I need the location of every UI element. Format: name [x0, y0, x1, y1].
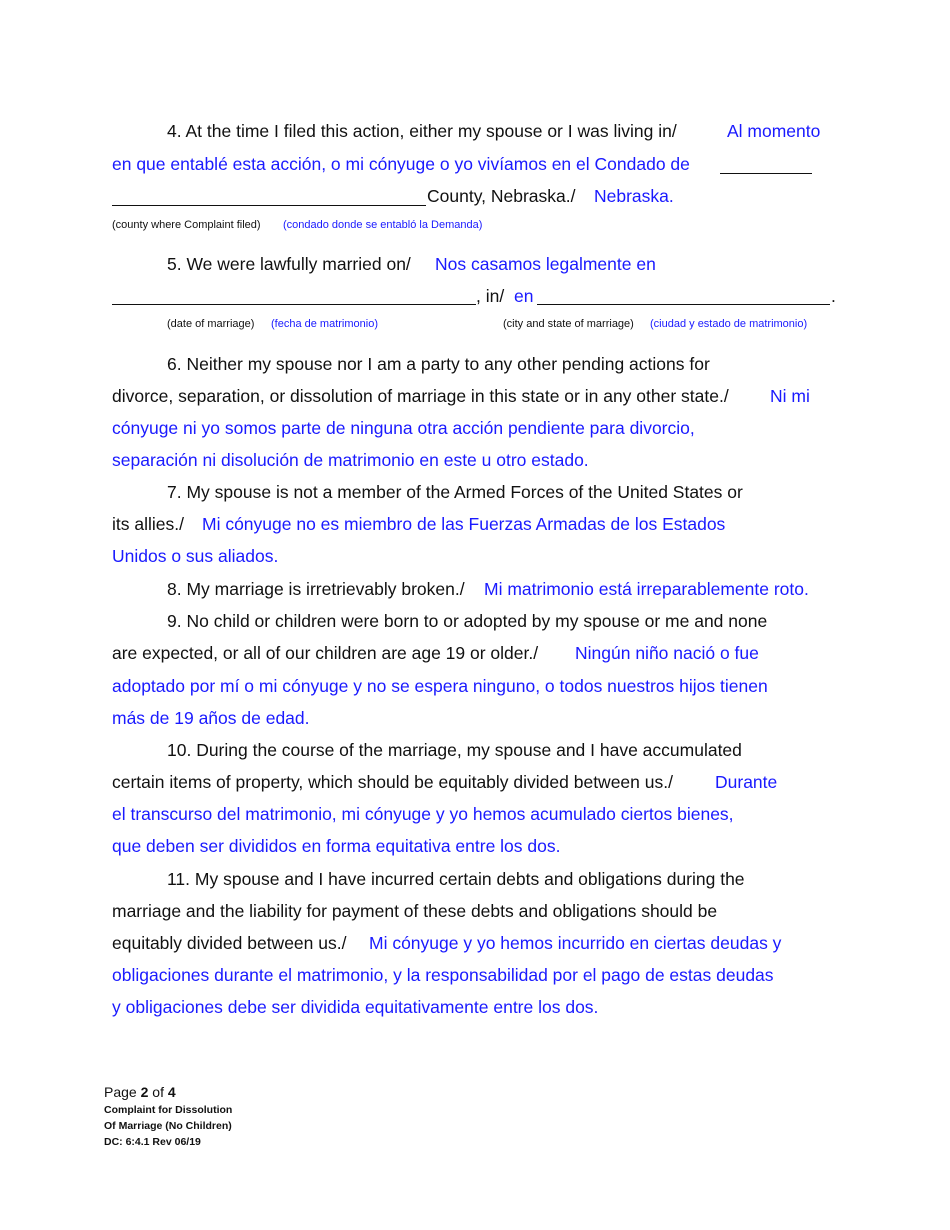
form-code: DC: 6:4.1 Rev 06/19: [104, 1136, 201, 1148]
form-title-line-2: Of Marriage (No Children): [104, 1120, 232, 1132]
p9-line-1: 9. No child or children were born to or adopted by my spouse or me and none: [167, 611, 768, 631]
date-caption-english: (date of marriage): [167, 318, 255, 330]
county-blank-line-2[interactable]: [112, 205, 426, 206]
p6-line-1: 6. Neither my spouse nor I am a party to any other pending actions for: [167, 354, 710, 374]
p9-line-3: adoptado por mí o mi cónyuge y no se espera ninguno, o todos nuestros hijos tienen: [112, 676, 768, 696]
p4-spanish-line-1: Al momento: [727, 121, 821, 141]
p11-line-1: 11. My spouse and I have incurred certain debts and obligations during the: [167, 869, 745, 889]
date-caption-spanish: (fecha de matrimonio): [271, 318, 378, 330]
p11-line-4: obligaciones durante el matrimonio, y la responsabilidad por el pago de estas deudas: [112, 965, 774, 985]
p4-english-line-1: 4. At the time I filed this action, either my spouse or I was living in/: [167, 121, 677, 141]
current-page: 2: [140, 1084, 149, 1100]
p5-in-label: , in/: [476, 286, 505, 306]
p7-line-1: 7. My spouse is not a member of the Armed Forces of the United States or: [167, 482, 743, 502]
p7-line-3: Unidos o sus aliados.: [112, 546, 279, 566]
p6-line-2-spanish: Ni mi: [770, 386, 810, 406]
p11-line-5: y obligaciones debe ser dividida equitativamente entre los dos.: [112, 997, 599, 1017]
p6-line-2-english: divorce, separation, or dissolution of marriage in this state or in any other state./: [112, 386, 729, 406]
page-number: [104, 1083, 176, 1101]
p5-en-label: en: [514, 286, 534, 306]
marriage-date-blank-line[interactable]: [112, 304, 476, 305]
p8-spanish: Mi matrimonio está irreparablemente roto.: [484, 579, 809, 599]
p5-english-line-1: 5. We were lawfully married on/: [167, 254, 411, 274]
county-blank-line-1[interactable]: [720, 173, 812, 174]
p7-line-2-spanish: Mi cónyuge no es miembro de las Fuerzas Armadas de los Estados: [202, 514, 726, 534]
p5-spanish-line-1: Nos casamos legalmente en: [435, 254, 656, 274]
total-pages: 4: [167, 1084, 176, 1100]
p10-line-1: 10. During the course of the marriage, my spouse and I have accumulated: [167, 740, 742, 760]
p4-spanish-line-3: Nebraska.: [594, 186, 674, 206]
p5-period: .: [831, 286, 836, 306]
p7-line-2-english: its allies./: [112, 514, 184, 534]
p6-line-3: cónyuge ni yo somos parte de ninguna otra acción pendiente para divorcio,: [112, 418, 695, 438]
p9-line-2-english: are expected, or all of our children are age 19 or older./: [112, 643, 539, 663]
p10-line-4: que deben ser divididos en forma equitativa entre los dos.: [112, 836, 561, 856]
county-caption-spanish: (condado donde se entabló la Demanda): [283, 219, 483, 231]
p9-line-2-spanish: Ningún niño nació o fue: [575, 643, 759, 663]
page-word: Page: [104, 1084, 137, 1100]
p8-english: 8. My marriage is irretrievably broken./: [167, 579, 465, 599]
p10-line-2-spanish: Durante: [715, 772, 778, 792]
of-word: of: [152, 1084, 164, 1100]
p10-line-2-english: certain items of property, which should be equitably divided between us./: [112, 772, 673, 792]
place-caption-spanish: (ciudad y estado de matrimonio): [650, 318, 808, 330]
p11-line-3-spanish: Mi cónyuge y yo hemos incurrido en ciertas deudas y: [369, 933, 782, 953]
p10-line-3: el transcurso del matrimonio, mi cónyuge y yo hemos acumulado ciertos bienes,: [112, 804, 734, 824]
marriage-place-blank-line[interactable]: [537, 304, 830, 305]
form-title-line-1: Complaint for Dissolution: [104, 1104, 233, 1116]
county-caption-english: (county where Complaint filed): [112, 219, 261, 231]
p4-english-line-2: County, Nebraska./: [427, 186, 576, 206]
p11-line-2: marriage and the liability for payment of these debts and obligations should be: [112, 901, 718, 921]
p6-line-4: separación ni disolución de matrimonio en este u otro estado.: [112, 450, 589, 470]
p9-line-4: más de 19 años de edad.: [112, 708, 310, 728]
p4-spanish-line-2: en que entablé esta acción, o mi cónyuge o yo vivíamos en el Condado de: [112, 154, 690, 174]
place-caption-english: (city and state of marriage): [503, 318, 634, 330]
p11-line-3-english: equitably divided between us./: [112, 933, 347, 953]
